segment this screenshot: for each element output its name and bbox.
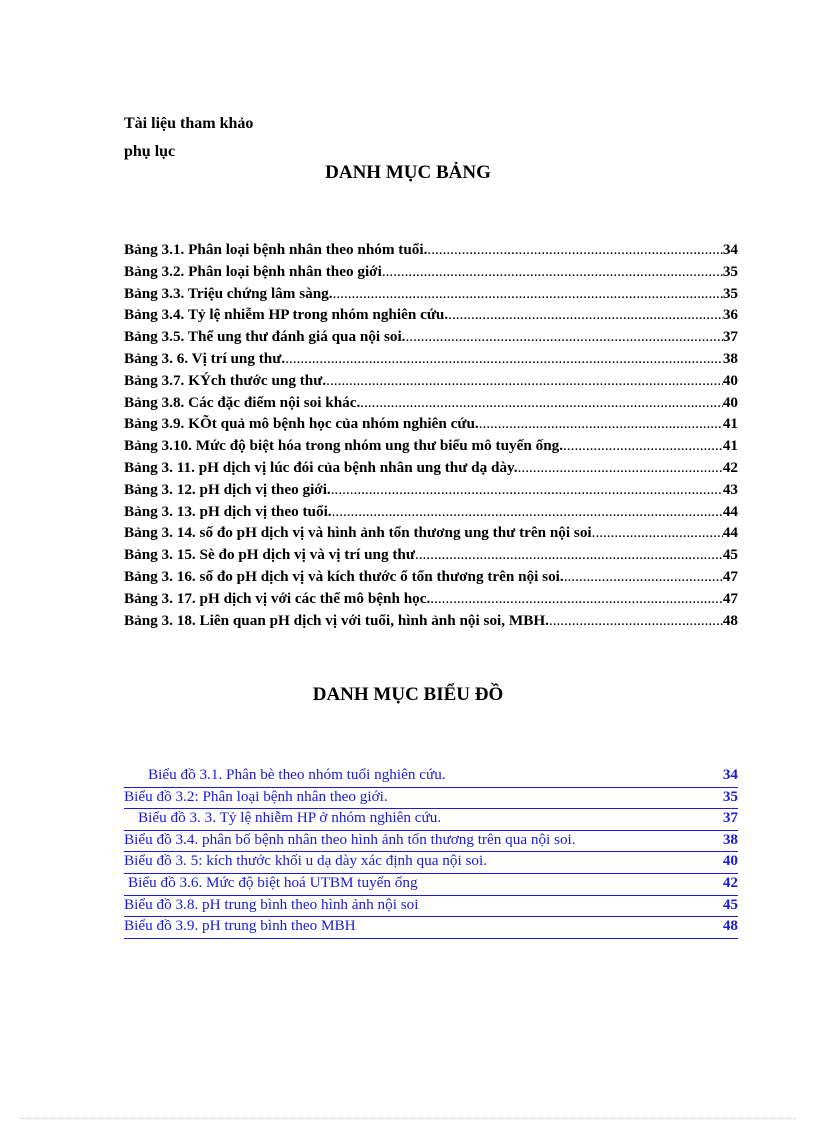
table-entry[interactable]	[124, 372, 738, 394]
table-entry[interactable]	[124, 437, 738, 459]
chart-entry-page: 48	[722, 917, 738, 935]
table-entry-page: 47	[722, 567, 738, 585]
table-entry-label: Bảng 3. 18. Liên quan pH dịch vị với tuổi, hình ảnh nội soi, MBH.	[124, 611, 549, 629]
chart-entry-link[interactable]	[124, 874, 738, 896]
table-entry-page: 36	[722, 306, 738, 324]
chart-entry-link[interactable]	[124, 896, 738, 918]
dot-leader	[592, 524, 723, 542]
table-entry-page: 44	[722, 502, 738, 520]
tables-heading: DANH MỤC BẢNG	[325, 162, 491, 183]
table-entry[interactable]	[124, 524, 738, 546]
dot-leader	[415, 546, 723, 564]
table-entry-label: Bảng 3. 17. pH dịch vị với các thể mô bệnh học.	[124, 589, 431, 607]
table-entry-page: 48	[722, 611, 738, 629]
table-entry-label: Bảng 3.2. Phân loại bệnh nhân theo giới	[124, 262, 382, 280]
dot-leader	[518, 459, 723, 477]
references-line: Tài liệu tham khảo	[124, 115, 254, 132]
table-entry[interactable]	[124, 568, 738, 590]
table-entry-label: Bảng 3.1. Phân loại bệnh nhân theo nhóm tuổi.	[124, 241, 428, 258]
chart-entry-label: Biểu đồ 3.6. Mức độ biệt hoá UTBM tuyến ống	[128, 873, 418, 891]
chart-entry-link[interactable]	[124, 766, 738, 788]
dot-leader	[285, 350, 723, 368]
table-entry-page: 40	[722, 393, 738, 411]
table-entry-label: Bảng 3.10. Mức độ biệt hóa trong nhóm ung thư biểu mô tuyến ống.	[124, 437, 564, 455]
table-entry[interactable]	[124, 503, 738, 525]
chart-entry-page: 45	[722, 895, 738, 913]
chart-entry-page: 34	[722, 766, 738, 783]
dot-leader	[564, 568, 723, 586]
table-entry[interactable]	[124, 481, 738, 503]
chart-entry-label: Biểu đồ 3.9. pH trung bình theo MBH	[124, 917, 356, 935]
table-list	[124, 241, 738, 633]
chart-entry-label: Biểu đồ 3. 5: kích thước khối u dạ dày xác định qua nội soi.	[124, 852, 487, 870]
chart-entry-label: Biểu đồ 3. 3. Tỷ lệ nhiễm HP ở nhóm nghiên cứu.	[138, 809, 442, 827]
table-entry-page: 47	[722, 589, 738, 607]
charts-heading: DANH MỤC BIỂU ĐỒ	[312, 684, 504, 705]
dot-leader	[326, 372, 723, 390]
table-entry[interactable]	[124, 415, 738, 437]
chart-list	[124, 766, 738, 939]
table-entry-label: Bảng 3.3. Triệu chứng lâm sàng.	[124, 284, 333, 302]
dot-leader	[382, 263, 723, 281]
chart-entry-link[interactable]	[124, 788, 738, 810]
dot-leader	[360, 394, 723, 412]
table-entry-label: Bảng 3. 13. pH dịch vị theo tuổi.	[124, 502, 332, 520]
table-entry[interactable]	[124, 546, 738, 568]
chart-entry-link[interactable]	[124, 831, 738, 853]
dot-leader	[563, 437, 723, 455]
chart-entry-page: 37	[722, 809, 738, 827]
chart-entry-link[interactable]	[124, 852, 738, 874]
chart-entry-label: Biểu đồ 3.4. phân bố bệnh nhân theo hình ảnh tổn thương trên qua nội soi.	[124, 830, 576, 848]
table-entry-page: 41	[722, 437, 738, 455]
table-entry[interactable]	[124, 394, 738, 416]
dot-leader	[333, 285, 723, 303]
table-entry-page: 44	[722, 524, 738, 542]
table-entry-page: 37	[722, 328, 738, 346]
table-entry-label: Bảng 3.4. Tỷ lệ nhiễm HP trong nhóm nghiên cứu.	[124, 306, 449, 324]
table-entry-page: 42	[722, 458, 738, 476]
chart-entry-label: Biểu đồ 3.8. pH trung bình theo hình ảnh nội soi	[124, 895, 419, 913]
chart-entry-page: 38	[722, 830, 738, 848]
dot-leader	[479, 415, 723, 433]
dot-leader	[332, 503, 723, 521]
table-entry[interactable]	[124, 306, 738, 328]
chart-entry-page: 35	[722, 787, 738, 805]
table-entry[interactable]	[124, 328, 738, 350]
table-entry-label: Bảng 3.7. KÝch thước ung thư.	[124, 371, 327, 389]
table-entry-label: Bảng 3. 12. pH dịch vị theo giới.	[124, 480, 331, 498]
table-entry-page: 40	[722, 371, 738, 389]
table-entry-label: Bảng 3. 15. Sè đo pH dịch vị và vị trí ung thư	[124, 546, 415, 564]
table-entry-label: Bảng 3.8. Các đặc điểm nội soi khác.	[124, 393, 361, 411]
table-entry-label: Bảng 3.9. KÕt quả mô bệnh học của nhóm nghiên cứu.	[124, 415, 479, 433]
table-entry-label: Bảng 3. 14. số đo pH dịch vị và hình ảnh tổn thương ung thư trên nội soi	[124, 524, 592, 542]
table-entry-page: 43	[722, 480, 738, 498]
table-entry[interactable]	[124, 612, 738, 634]
table-entry[interactable]	[124, 350, 738, 372]
table-entry[interactable]	[124, 285, 738, 307]
appendix-line: phụ lục	[124, 143, 176, 160]
dot-leader	[430, 590, 723, 608]
dot-leader	[427, 241, 722, 259]
table-entry-label: Bảng 3. 16. số đo pH dịch vị và kích thước ổ tổn thương trên nội soi.	[124, 567, 564, 585]
table-entry-page: 45	[722, 546, 738, 564]
chart-entry-label: Biểu đồ 3.1. Phân bè theo nhóm tuổi nghiên cứu.	[148, 766, 446, 783]
table-entry[interactable]	[124, 241, 738, 263]
chart-entry-page: 42	[722, 873, 738, 891]
table-entry[interactable]	[124, 263, 738, 285]
table-entry-page: 34	[722, 241, 738, 258]
table-entry[interactable]	[124, 590, 738, 612]
dot-leader	[448, 306, 723, 324]
dot-leader	[549, 612, 723, 630]
table-entry-label: Bảng 3. 11. pH dịch vị lúc đói của bệnh nhân ung thư dạ dày.	[124, 458, 518, 476]
dot-leader	[331, 481, 723, 499]
table-entry-page: 41	[722, 415, 738, 433]
table-entry-page: 38	[722, 349, 738, 367]
page-bottom-rule	[20, 1118, 796, 1119]
chart-entry-label: Biểu đồ 3.2: Phân loại bệnh nhân theo giới.	[124, 787, 388, 805]
chart-entry-link[interactable]	[124, 917, 738, 939]
dot-leader	[405, 328, 722, 346]
chart-entry-page: 40	[722, 852, 738, 870]
table-entry[interactable]	[124, 459, 738, 481]
table-entry-page: 35	[722, 284, 738, 302]
chart-entry-link[interactable]	[124, 809, 738, 831]
table-entry-page: 35	[722, 262, 738, 280]
table-entry-label: Bảng 3. 6. Vị trí ung thư.	[124, 349, 286, 367]
table-entry-label: Bảng 3.5. Thể ung thư đánh giá qua nội soi.	[124, 328, 406, 346]
